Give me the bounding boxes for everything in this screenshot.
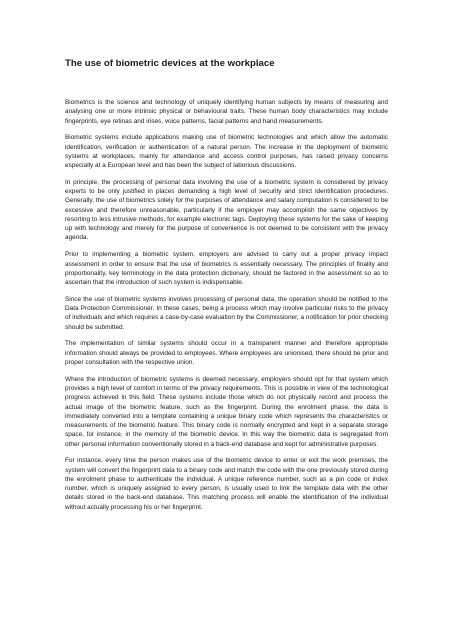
paragraph-3: In principle, the processing of personal data involving the use of a biometric system is considered by privacy experts to be only justified in places demanding a high level of security and strict identification procedures. Generally, the use of biometrics solely for the purposes of attendance and salary computation is considered to be excessive and therefore unreasonable, particularly if the employer may accomplish the same objectives by resorting to less intrusive methods, for example electronic tags. Deploying these systems for the sake of keeping up with technology and merely for the purpose of convenience is not deemed to be consistent with the privacy agenda. <box>65 178 388 242</box>
document-title: The use of biometric devices at the workplace <box>65 58 275 69</box>
paragraph-5: Since the use of biometric systems involves processing of personal data, the operation should be notified to the Data Protection Commissioner. In these cases, being a process which may involve particular risks to the privacy of individuals and which requires a case-by-case evaluation by the Commissioner, a notification for prior checking should be submitted. <box>65 295 388 331</box>
document-body <box>65 98 388 520</box>
paragraph-6: The implementation of similar systems should occur in a transparent manner and therefore appropriate information should always be provided to employees. Where employees are unionised, there should be prior and proper consultation with the respective union. <box>65 340 388 366</box>
paragraph-7: Where the introduction of biometric systems is deemed necessary, employers should opt for that system which provides a high level of comfort in terms of the privacy requirements. This is possible in view of the technological progress achieved in this field. These systems include those which do not physically record and process the actual image of the biometric feature, such as the fingerprint. During the enrolment phase, the data is immediately converted into a template containing a unique binary code which represents the characteristics or measurements of the biometric feature. This binary code is normally encrypted and kept in a separate storage space, for instance, in the memory of the biometric device. In this way the biometric data is segregated from other personal information conventionally stored in a back-end database and kept for administrative purposes. <box>65 375 388 448</box>
paragraph-4: Prior to implementing a biometric system, employers are advised to carry out a proper privacy impact assessment in order to ensure that the use of biometrics is essentially necessary. The principles of finality and proportionality, key terminology in the data protection dictionary, should be factored in the assessment so as to ascertain that the introduction of such system is indispensable. <box>65 251 388 287</box>
paragraph-2: Biometric systems include applications making use of biometric technologies and which allow the automatic identification, verification or authentication of a natural person. The increase in the deployment of biometric systems at workplaces, mainly for attendance and access control purposes, has raised privacy concerns especially at a European level and has been the subject of laborious discussions. <box>65 134 388 170</box>
paragraph-1: Biometrics is the science and technology of uniquely identifying human subjects by means of measuring and analysing one or more intrinsic physical or behavioural traits. These human body characteristics may include fingerprints, eye retinas and irises, voice patterns, facial patterns and hand measurements. <box>65 99 388 125</box>
paragraph-8: For instance, every time the person makes use of the biometric device to enter or exit the work premises, the system will convert the fingerprint data to a binary code and match the code with the one previously stored during the enrolment phase to authenticate the individual. A unique reference number, such as a pin code or index number, which is uniquely assigned to every person, is usually used to link the template data with the other details stored in the back-end database. This matching process will enable the identification of the individual without actually processing his or her fingerprint. <box>65 457 388 511</box>
